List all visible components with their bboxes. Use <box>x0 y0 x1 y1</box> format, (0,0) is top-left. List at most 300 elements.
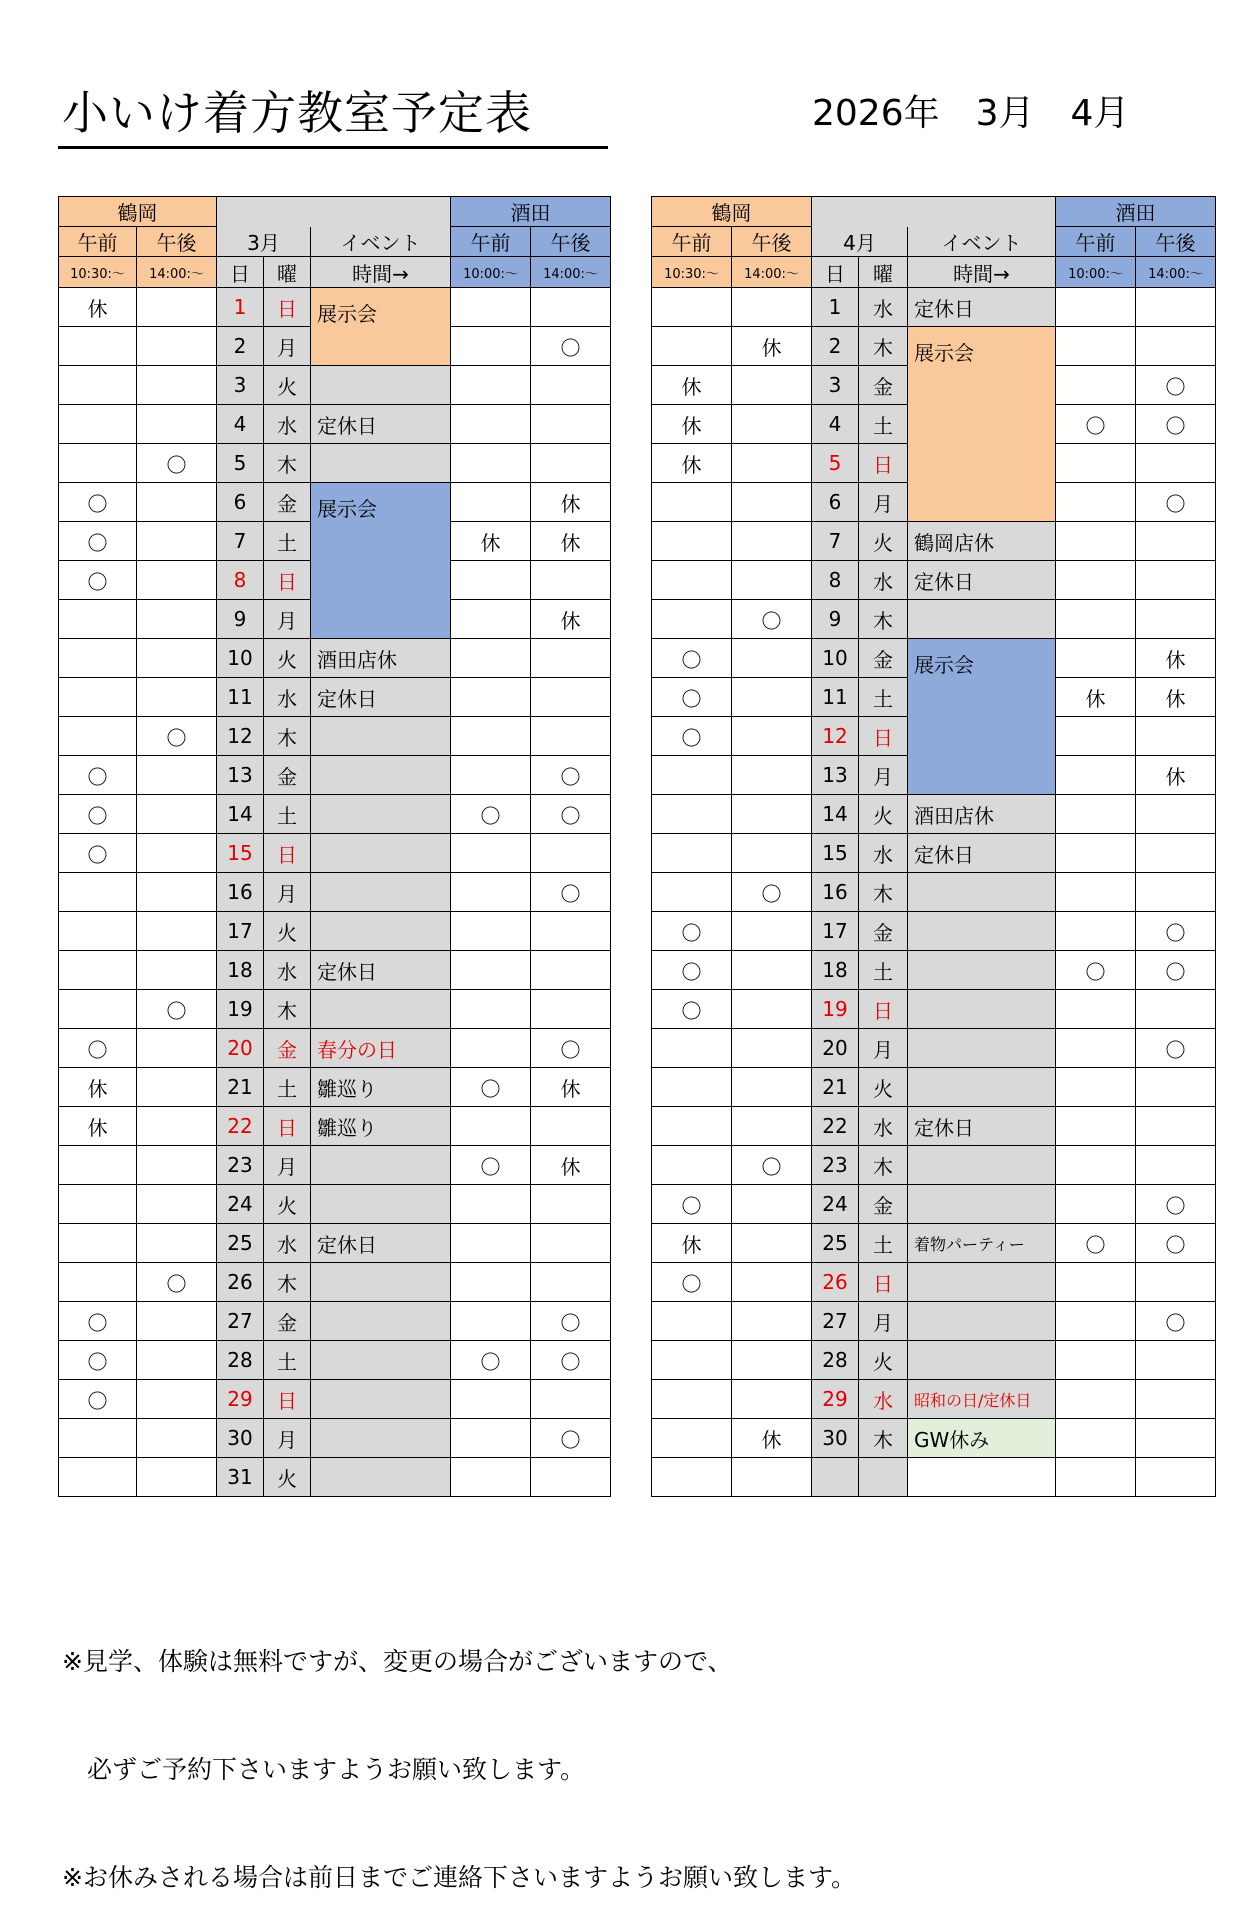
event-cell <box>311 1302 451 1341</box>
tsuruoka-am-cell: 〇 <box>652 1263 732 1302</box>
weekday-cell: 木 <box>859 1146 908 1185</box>
tsuruoka-am-cell <box>652 483 732 522</box>
sakata-am-cell: 〇 <box>451 1068 531 1107</box>
tsuruoka-pm-cell <box>137 1341 217 1380</box>
tsuruoka-pm-cell <box>137 561 217 600</box>
sakata-pm-cell <box>1136 288 1216 327</box>
sakata-am-cell: 〇 <box>451 795 531 834</box>
sakata-am-cell <box>451 1224 531 1263</box>
weekday-cell <box>859 1458 908 1497</box>
tsuruoka-am-cell <box>652 1419 732 1458</box>
tsuruoka-pm-cell: 〇 <box>137 717 217 756</box>
event-cell: GW休み <box>908 1419 1056 1458</box>
day-cell: 15 <box>812 834 859 873</box>
sakata-pm-cell: 〇 <box>1136 366 1216 405</box>
sakata-am-cell <box>1056 1341 1136 1380</box>
sakata-am-cell <box>451 951 531 990</box>
sakata-pm-cell: 〇 <box>1136 1029 1216 1068</box>
weekday-cell: 月 <box>859 756 908 795</box>
tsuruoka-pm-header: 午後 <box>732 227 812 257</box>
table-row <box>59 873 611 912</box>
day-cell: 21 <box>812 1068 859 1107</box>
sakata-am-cell: 〇 <box>451 1341 531 1380</box>
event-cell <box>311 1185 451 1224</box>
day-cell: 1 <box>812 288 859 327</box>
month-header-blank <box>812 197 1056 227</box>
event-cell: 鶴岡店休 <box>908 522 1056 561</box>
table-row <box>59 1380 611 1419</box>
weekday-cell: 火 <box>859 795 908 834</box>
table-row <box>59 834 611 873</box>
sakata-pm-cell <box>1136 522 1216 561</box>
table-row <box>59 912 611 951</box>
table-row <box>652 1185 1216 1224</box>
event-cell: 定休日 <box>311 1224 451 1263</box>
weekday-cell: 水 <box>859 1380 908 1419</box>
event-cell <box>311 1380 451 1419</box>
day-cell: 4 <box>217 405 264 444</box>
weekday-cell: 水 <box>264 678 311 717</box>
sakata-pm-cell <box>531 639 611 678</box>
tsuruoka-am-cell <box>59 678 137 717</box>
event-cell <box>311 873 451 912</box>
weekday-cell: 月 <box>264 327 311 366</box>
sakata-pm-cell <box>1136 1380 1216 1419</box>
tsuruoka-pm-cell <box>137 639 217 678</box>
sakata-pm-cell <box>531 1380 611 1419</box>
day-cell: 23 <box>217 1146 264 1185</box>
tsuruoka-am-cell <box>652 1302 732 1341</box>
sakata-pm-cell <box>531 990 611 1029</box>
sakata-pm-cell <box>1136 1068 1216 1107</box>
day-cell: 17 <box>217 912 264 951</box>
sakata-pm-cell: 休 <box>1136 639 1216 678</box>
tsuruoka-am-cell: 〇 <box>59 1302 137 1341</box>
day-cell: 9 <box>217 600 264 639</box>
table-row <box>652 990 1216 1029</box>
day-cell: 18 <box>217 951 264 990</box>
event-cell <box>908 1458 1056 1497</box>
day-cell: 16 <box>812 873 859 912</box>
sakata-am-cell <box>1056 1146 1136 1185</box>
tsuruoka-am-header: 午前 <box>59 227 137 257</box>
day-cell: 26 <box>812 1263 859 1302</box>
month-label: 3月 <box>217 227 311 257</box>
note-line: 必ずご予約下さいますようお願い致します。 <box>62 1755 586 1784</box>
sakata-pm-cell <box>531 1458 611 1497</box>
event-cell <box>908 1263 1056 1302</box>
sakata-am-cell: 〇 <box>1056 405 1136 444</box>
weekday-cell: 日 <box>264 834 311 873</box>
day-cell: 1 <box>217 288 264 327</box>
table-row <box>59 795 611 834</box>
sakata-pm-cell <box>531 288 611 327</box>
tsuruoka-pm-cell <box>137 1068 217 1107</box>
day-cell: 27 <box>217 1302 264 1341</box>
sakata-pm-cell: 〇 <box>1136 1185 1216 1224</box>
event-cell <box>311 444 451 483</box>
table-row <box>652 327 1216 366</box>
sakata-am-cell <box>1056 561 1136 600</box>
weekday-cell: 木 <box>859 873 908 912</box>
tsuruoka-am-cell <box>59 1185 137 1224</box>
time-header: 時間→ <box>908 257 1056 288</box>
day-cell: 23 <box>812 1146 859 1185</box>
table-row <box>652 600 1216 639</box>
sakata-pm-cell <box>1136 1419 1216 1458</box>
sakata-am-cell <box>1056 639 1136 678</box>
tsuruoka-pm-cell <box>732 1380 812 1419</box>
tsuruoka-pm-time: 14:00:～ <box>137 257 217 288</box>
day-cell: 12 <box>812 717 859 756</box>
table-row <box>652 1380 1216 1419</box>
sakata-pm-cell: 〇 <box>531 873 611 912</box>
event-cell <box>908 1302 1056 1341</box>
tsuruoka-pm-cell <box>732 1029 812 1068</box>
tsuruoka-pm-cell <box>137 600 217 639</box>
sakata-pm-cell: 〇 <box>531 756 611 795</box>
tsuruoka-pm-cell <box>137 405 217 444</box>
tsuruoka-am-cell <box>652 1341 732 1380</box>
sakata-am-cell <box>451 327 531 366</box>
sakata-am-cell <box>1056 1458 1136 1497</box>
weekday-cell: 火 <box>264 912 311 951</box>
tsuruoka-am-cell <box>652 873 732 912</box>
tsuruoka-pm-cell <box>732 483 812 522</box>
sakata-pm-cell: 〇 <box>531 1341 611 1380</box>
year-month-header: 2026年 3月 4月 <box>812 93 1130 134</box>
day-header: 日 <box>217 257 264 288</box>
sakata-am-cell <box>451 1029 531 1068</box>
event-cell <box>908 990 1056 1029</box>
sakata-am-cell <box>451 639 531 678</box>
weekday-cell: 金 <box>859 912 908 951</box>
tsuruoka-pm-cell <box>732 1263 812 1302</box>
day-cell: 19 <box>812 990 859 1029</box>
event-cell: 着物パーティー <box>908 1224 1056 1263</box>
table-row <box>652 912 1216 951</box>
tsuruoka-am-cell: 〇 <box>652 717 732 756</box>
tsuruoka-am-cell <box>652 756 732 795</box>
day-cell: 6 <box>812 483 859 522</box>
table-row <box>59 366 611 405</box>
sakata-pm-cell: 休 <box>531 483 611 522</box>
day-cell: 20 <box>217 1029 264 1068</box>
weekday-cell: 土 <box>859 951 908 990</box>
table-row <box>652 1302 1216 1341</box>
tsuruoka-am-cell: 〇 <box>652 912 732 951</box>
table-row <box>652 1458 1216 1497</box>
day-cell: 7 <box>812 522 859 561</box>
day-cell: 10 <box>812 639 859 678</box>
event-cell <box>311 1146 451 1185</box>
day-cell: 17 <box>812 912 859 951</box>
tsuruoka-pm-cell <box>137 1458 217 1497</box>
march-table-body <box>59 197 611 1497</box>
title-underline <box>58 146 608 149</box>
table-row <box>652 522 1216 561</box>
sakata-pm-cell <box>531 834 611 873</box>
sakata-am-cell <box>1056 1380 1136 1419</box>
weekday-cell: 火 <box>264 1185 311 1224</box>
event-header: イベント <box>311 227 451 257</box>
tsuruoka-am-cell <box>59 873 137 912</box>
sakata-am-cell <box>451 1185 531 1224</box>
tsuruoka-pm-time: 14:00:～ <box>732 257 812 288</box>
event-cell <box>908 1146 1056 1185</box>
tsuruoka-pm-cell <box>732 366 812 405</box>
tsuruoka-pm-cell <box>137 678 217 717</box>
tsuruoka-am-cell: 〇 <box>59 1029 137 1068</box>
weekday-cell: 月 <box>859 483 908 522</box>
event-cell <box>311 1419 451 1458</box>
weekday-cell: 火 <box>859 1068 908 1107</box>
table-row <box>59 1029 611 1068</box>
table-row <box>652 795 1216 834</box>
table-row <box>59 405 611 444</box>
day-cell: 30 <box>217 1419 264 1458</box>
sakata-pm-header: 午後 <box>531 227 611 257</box>
weekday-cell: 日 <box>264 561 311 600</box>
weekday-cell: 水 <box>859 288 908 327</box>
april-table-body <box>652 197 1216 1497</box>
weekday-cell: 土 <box>264 522 311 561</box>
sakata-am-cell: 休 <box>1056 678 1136 717</box>
header-row-time <box>59 257 611 288</box>
weekday-cell: 日 <box>859 717 908 756</box>
tsuruoka-pm-cell <box>137 912 217 951</box>
event-cell <box>311 834 451 873</box>
weekday-cell: 月 <box>859 1302 908 1341</box>
table-row <box>652 1224 1216 1263</box>
sakata-pm-cell <box>1136 795 1216 834</box>
event-cell <box>908 1029 1056 1068</box>
sakata-am-cell <box>1056 1419 1136 1458</box>
tsuruoka-am-cell <box>652 600 732 639</box>
tsuruoka-pm-cell <box>732 717 812 756</box>
event-cell <box>311 990 451 1029</box>
sakata-pm-cell <box>531 717 611 756</box>
day-cell: 10 <box>217 639 264 678</box>
table-row <box>59 1302 611 1341</box>
tsuruoka-am-cell <box>652 1146 732 1185</box>
day-cell: 7 <box>217 522 264 561</box>
table-row <box>652 1341 1216 1380</box>
weekday-cell: 木 <box>859 327 908 366</box>
tsuruoka-pm-cell: 〇 <box>137 990 217 1029</box>
sakata-am-cell <box>451 1419 531 1458</box>
weekday-cell: 金 <box>264 1302 311 1341</box>
weekday-cell: 木 <box>264 990 311 1029</box>
sakata-am-cell <box>451 678 531 717</box>
tsuruoka-pm-cell <box>137 1380 217 1419</box>
sakata-am-cell <box>451 288 531 327</box>
sakata-pm-cell <box>1136 561 1216 600</box>
tsuruoka-am-cell: 〇 <box>59 522 137 561</box>
tsuruoka-am-cell: 休 <box>59 288 137 327</box>
event-cell: 定休日 <box>908 561 1056 600</box>
weekday-cell: 月 <box>264 1146 311 1185</box>
sakata-am-cell <box>1056 873 1136 912</box>
tsuruoka-am-cell <box>59 327 137 366</box>
day-cell: 9 <box>812 600 859 639</box>
sakata-pm-cell <box>531 678 611 717</box>
day-cell: 30 <box>812 1419 859 1458</box>
event-cell <box>908 951 1056 990</box>
tsuruoka-am-cell: 〇 <box>59 1341 137 1380</box>
tsuruoka-pm-cell <box>732 756 812 795</box>
event-cell <box>311 756 451 795</box>
weekday-cell: 月 <box>859 1029 908 1068</box>
sakata-pm-cell: 〇 <box>1136 951 1216 990</box>
sakata-am-cell <box>451 1302 531 1341</box>
event-cell: 展示会 <box>311 483 451 639</box>
tsuruoka-pm-cell: 〇 <box>732 1146 812 1185</box>
day-cell: 31 <box>217 1458 264 1497</box>
tsuruoka-am-cell <box>652 561 732 600</box>
day-cell: 29 <box>217 1380 264 1419</box>
tsuruoka-am-cell <box>59 1224 137 1263</box>
day-header: 日 <box>812 257 859 288</box>
sakata-pm-cell: 休 <box>1136 678 1216 717</box>
sakata-pm-cell <box>1136 834 1216 873</box>
tsuruoka-pm-cell <box>732 288 812 327</box>
tsuruoka-am-cell <box>652 522 732 561</box>
day-cell: 22 <box>812 1107 859 1146</box>
event-cell <box>311 1458 451 1497</box>
day-cell: 11 <box>812 678 859 717</box>
tsuruoka-am-cell <box>59 1146 137 1185</box>
table-row <box>59 756 611 795</box>
tsuruoka-am-cell: 休 <box>652 366 732 405</box>
sakata-pm-cell: 〇 <box>1136 1302 1216 1341</box>
table-row <box>652 1146 1216 1185</box>
weekday-cell: 金 <box>859 366 908 405</box>
sakata-am-cell <box>1056 483 1136 522</box>
tsuruoka-pm-cell <box>137 1419 217 1458</box>
day-cell: 24 <box>812 1185 859 1224</box>
event-cell <box>908 1341 1056 1380</box>
weekday-cell: 土 <box>859 1224 908 1263</box>
tsuruoka-am-cell <box>59 951 137 990</box>
event-cell: 酒田店休 <box>311 639 451 678</box>
day-cell: 14 <box>812 795 859 834</box>
table-row <box>59 1107 611 1146</box>
sakata-am-cell <box>451 1380 531 1419</box>
tsuruoka-pm-cell <box>137 483 217 522</box>
tsuruoka-pm-cell <box>137 1146 217 1185</box>
event-cell: 定休日 <box>908 834 1056 873</box>
tsuruoka-am-cell: 〇 <box>59 483 137 522</box>
tsuruoka-pm-cell <box>732 1341 812 1380</box>
weekday-cell: 日 <box>264 1380 311 1419</box>
table-row <box>652 1068 1216 1107</box>
note-line: ※見学、体験は無料ですが、変更の場合がございますので、 <box>62 1647 733 1676</box>
sakata-pm-cell: 休 <box>531 1068 611 1107</box>
day-cell: 8 <box>217 561 264 600</box>
sakata-am-cell <box>451 483 531 522</box>
day-cell: 26 <box>217 1263 264 1302</box>
tsuruoka-am-cell <box>59 1458 137 1497</box>
header-row-period <box>59 227 611 257</box>
weekday-cell: 火 <box>859 1341 908 1380</box>
tsuruoka-am-cell: 〇 <box>59 561 137 600</box>
sakata-pm-cell <box>531 405 611 444</box>
sakata-am-cell <box>1056 1029 1136 1068</box>
weekday-cell: 土 <box>859 678 908 717</box>
tsuruoka-am-cell <box>59 366 137 405</box>
header-row-location <box>59 197 611 227</box>
weekday-cell: 日 <box>264 288 311 327</box>
tsuruoka-am-cell: 〇 <box>59 1380 137 1419</box>
sakata-pm-cell: 〇 <box>531 1302 611 1341</box>
event-cell <box>908 1068 1056 1107</box>
weekday-cell: 金 <box>859 639 908 678</box>
sakata-am-cell <box>451 366 531 405</box>
sakata-pm-cell <box>1136 873 1216 912</box>
sakata-pm-cell <box>531 1185 611 1224</box>
day-cell: 24 <box>217 1185 264 1224</box>
event-cell: 展示会 <box>908 639 1056 795</box>
weekday-cell: 水 <box>859 1107 908 1146</box>
sakata-pm-cell: 〇 <box>1136 1224 1216 1263</box>
table-row <box>59 1458 611 1497</box>
day-cell: 19 <box>217 990 264 1029</box>
tsuruoka-pm-cell <box>732 912 812 951</box>
tsuruoka-am-cell: 休 <box>652 405 732 444</box>
event-cell: 雛巡り <box>311 1107 451 1146</box>
sakata-am-header: 午前 <box>451 227 531 257</box>
sakata-am-cell <box>451 444 531 483</box>
weekday-cell: 日 <box>859 990 908 1029</box>
event-cell <box>908 1185 1056 1224</box>
tsuruoka-pm-cell <box>137 288 217 327</box>
day-cell: 3 <box>812 366 859 405</box>
weekday-cell: 木 <box>859 1419 908 1458</box>
sakata-am-cell <box>1056 366 1136 405</box>
sakata-am-cell <box>1056 1263 1136 1302</box>
sakata-pm-cell: 休 <box>1136 756 1216 795</box>
tsuruoka-pm-cell <box>732 522 812 561</box>
event-cell: 定休日 <box>311 405 451 444</box>
day-cell: 2 <box>217 327 264 366</box>
note-line: ※お休みされる場合は前日までご連絡下さいますようお願い致します。 <box>62 1863 856 1892</box>
day-cell: 5 <box>217 444 264 483</box>
day-cell: 25 <box>812 1224 859 1263</box>
tsuruoka-am-cell <box>59 912 137 951</box>
tsuruoka-am-time: 10:30:～ <box>59 257 137 288</box>
event-cell: 展示会 <box>311 288 451 366</box>
tsuruoka-am-cell: 休 <box>652 1224 732 1263</box>
tsuruoka-pm-cell <box>137 366 217 405</box>
event-header: イベント <box>908 227 1056 257</box>
sakata-am-cell <box>451 717 531 756</box>
tsuruoka-pm-cell <box>732 678 812 717</box>
tsuruoka-am-cell: 休 <box>59 1068 137 1107</box>
tsuruoka-am-cell <box>652 1029 732 1068</box>
table-row <box>59 1146 611 1185</box>
weekday-cell: 土 <box>264 1068 311 1107</box>
sakata-am-cell <box>451 1458 531 1497</box>
day-cell: 12 <box>217 717 264 756</box>
event-cell <box>311 717 451 756</box>
day-cell: 15 <box>217 834 264 873</box>
tsuruoka-pm-cell: 休 <box>732 327 812 366</box>
sakata-pm-cell <box>1136 444 1216 483</box>
tsuruoka-pm-header: 午後 <box>137 227 217 257</box>
time-header: 時間→ <box>311 257 451 288</box>
weekday-cell: 木 <box>264 444 311 483</box>
